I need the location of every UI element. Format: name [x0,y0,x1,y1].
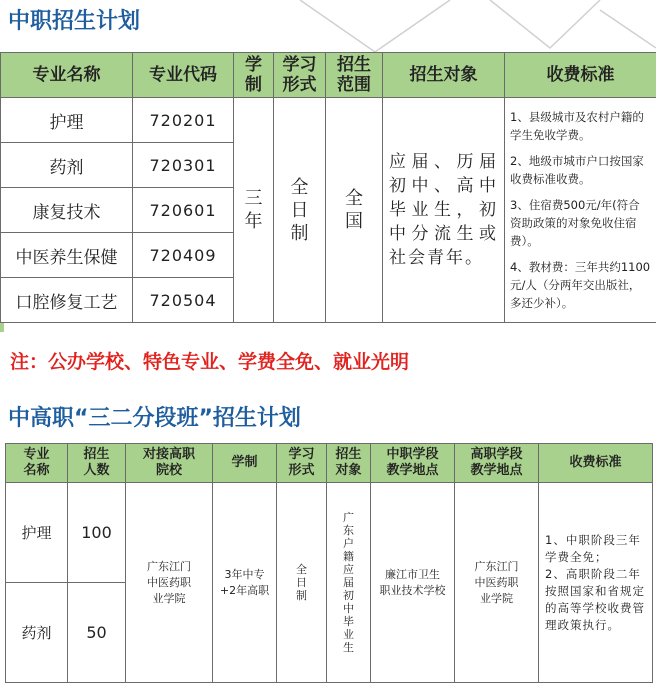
section2-title: 中高职“三二分段班”招生计划 [8,406,301,431]
schooling-cell: 3年中专 +2年高职 [213,483,277,683]
header-scope: 招生 范围 [326,53,383,98]
major-name: 中医养生保健 [1,233,133,278]
enrollment-count: 50 [68,583,126,683]
fee-item: 2、地级市城市户口按国家收费标准收费。 [510,154,644,186]
major-code: 720409 [133,233,234,278]
header-major-code: 专业代码 [133,53,234,98]
table-row [1,98,656,143]
major-code: 720201 [133,98,234,143]
header-higher-location: 高职学段 教学地点 [455,444,539,483]
fee-item: 1、县级城市及农村户籍的学生免收学费。 [510,110,644,142]
decorative-lines [260,0,656,55]
major-code: 720601 [133,188,234,233]
target-cell: 应届、历届初中、高中毕业生，初中分流生或社会青年。 [383,98,505,323]
partner-college-cell: 广东江门 中医药职 业学院 [126,483,213,683]
header-secondary-location: 中职学段 教学地点 [371,444,455,483]
study-form-cell: 全 日 制 [277,483,327,683]
header-partner-college: 对接高职 院校 [126,444,213,483]
fee-cell: 1、中职阶段三年学费全免； 2、高职阶段二年按照国家和省规定的高等学校收费管理政策执行。 [539,483,653,683]
header-schooling: 学制 [213,444,277,483]
header-fees: 收费标准 [539,444,653,483]
table-header-row [1,53,656,98]
table-row [6,483,653,583]
header-target: 招生 对象 [327,444,371,483]
secondary-location-cell: 廉江市卫生 职业技术学校 [371,483,455,683]
header-schooling: 学 制 [234,53,274,98]
header-major-name: 专业 名称 [6,444,68,483]
major-code: 720301 [133,143,234,188]
fee-item: 3、住宿费500元/年(符合资助政策的对象免收住宿费）。 [510,198,640,248]
major-name: 护理 [6,483,68,583]
header-study-form: 学习 形式 [274,53,326,98]
higher-location-cell: 广东江门 中医药职 业学院 [455,483,539,683]
header-major-name: 专业名称 [1,53,133,98]
major-name: 药剂 [6,583,68,683]
major-name: 药剂 [1,143,133,188]
scope-cell: 全 国 [326,98,383,323]
target-cell: 广 东 户 籍 应 届 初 中 毕 业 生 [327,483,371,683]
policy-note: 注：公办学校、特色专业、学费全免、就业光明 [10,351,410,373]
fee-cell [505,98,656,323]
enrollment-table [0,52,656,323]
major-name: 康复技术 [1,188,133,233]
major-code: 720504 [133,278,234,323]
enrollment-count: 100 [68,483,126,583]
segmented-enrollment-table [5,443,653,683]
major-name: 口腔修复工艺 [1,278,133,323]
header-study-form: 学习 形式 [277,444,327,483]
header-target: 招生对象 [383,53,505,98]
schooling-cell: 三 年 [234,98,274,323]
section1-title: 中职招生计划 [8,9,141,34]
header-fees: 收费标准 [505,53,656,98]
fee-item: 4、教材费：三年共约1100元/人（分两年交出版社，多还少补）。 [510,260,651,310]
major-name: 护理 [1,98,133,143]
study-form-cell: 全 日 制 [274,98,326,323]
table-header-row [6,444,653,483]
header-enrollment-count: 招生 人数 [68,444,126,483]
